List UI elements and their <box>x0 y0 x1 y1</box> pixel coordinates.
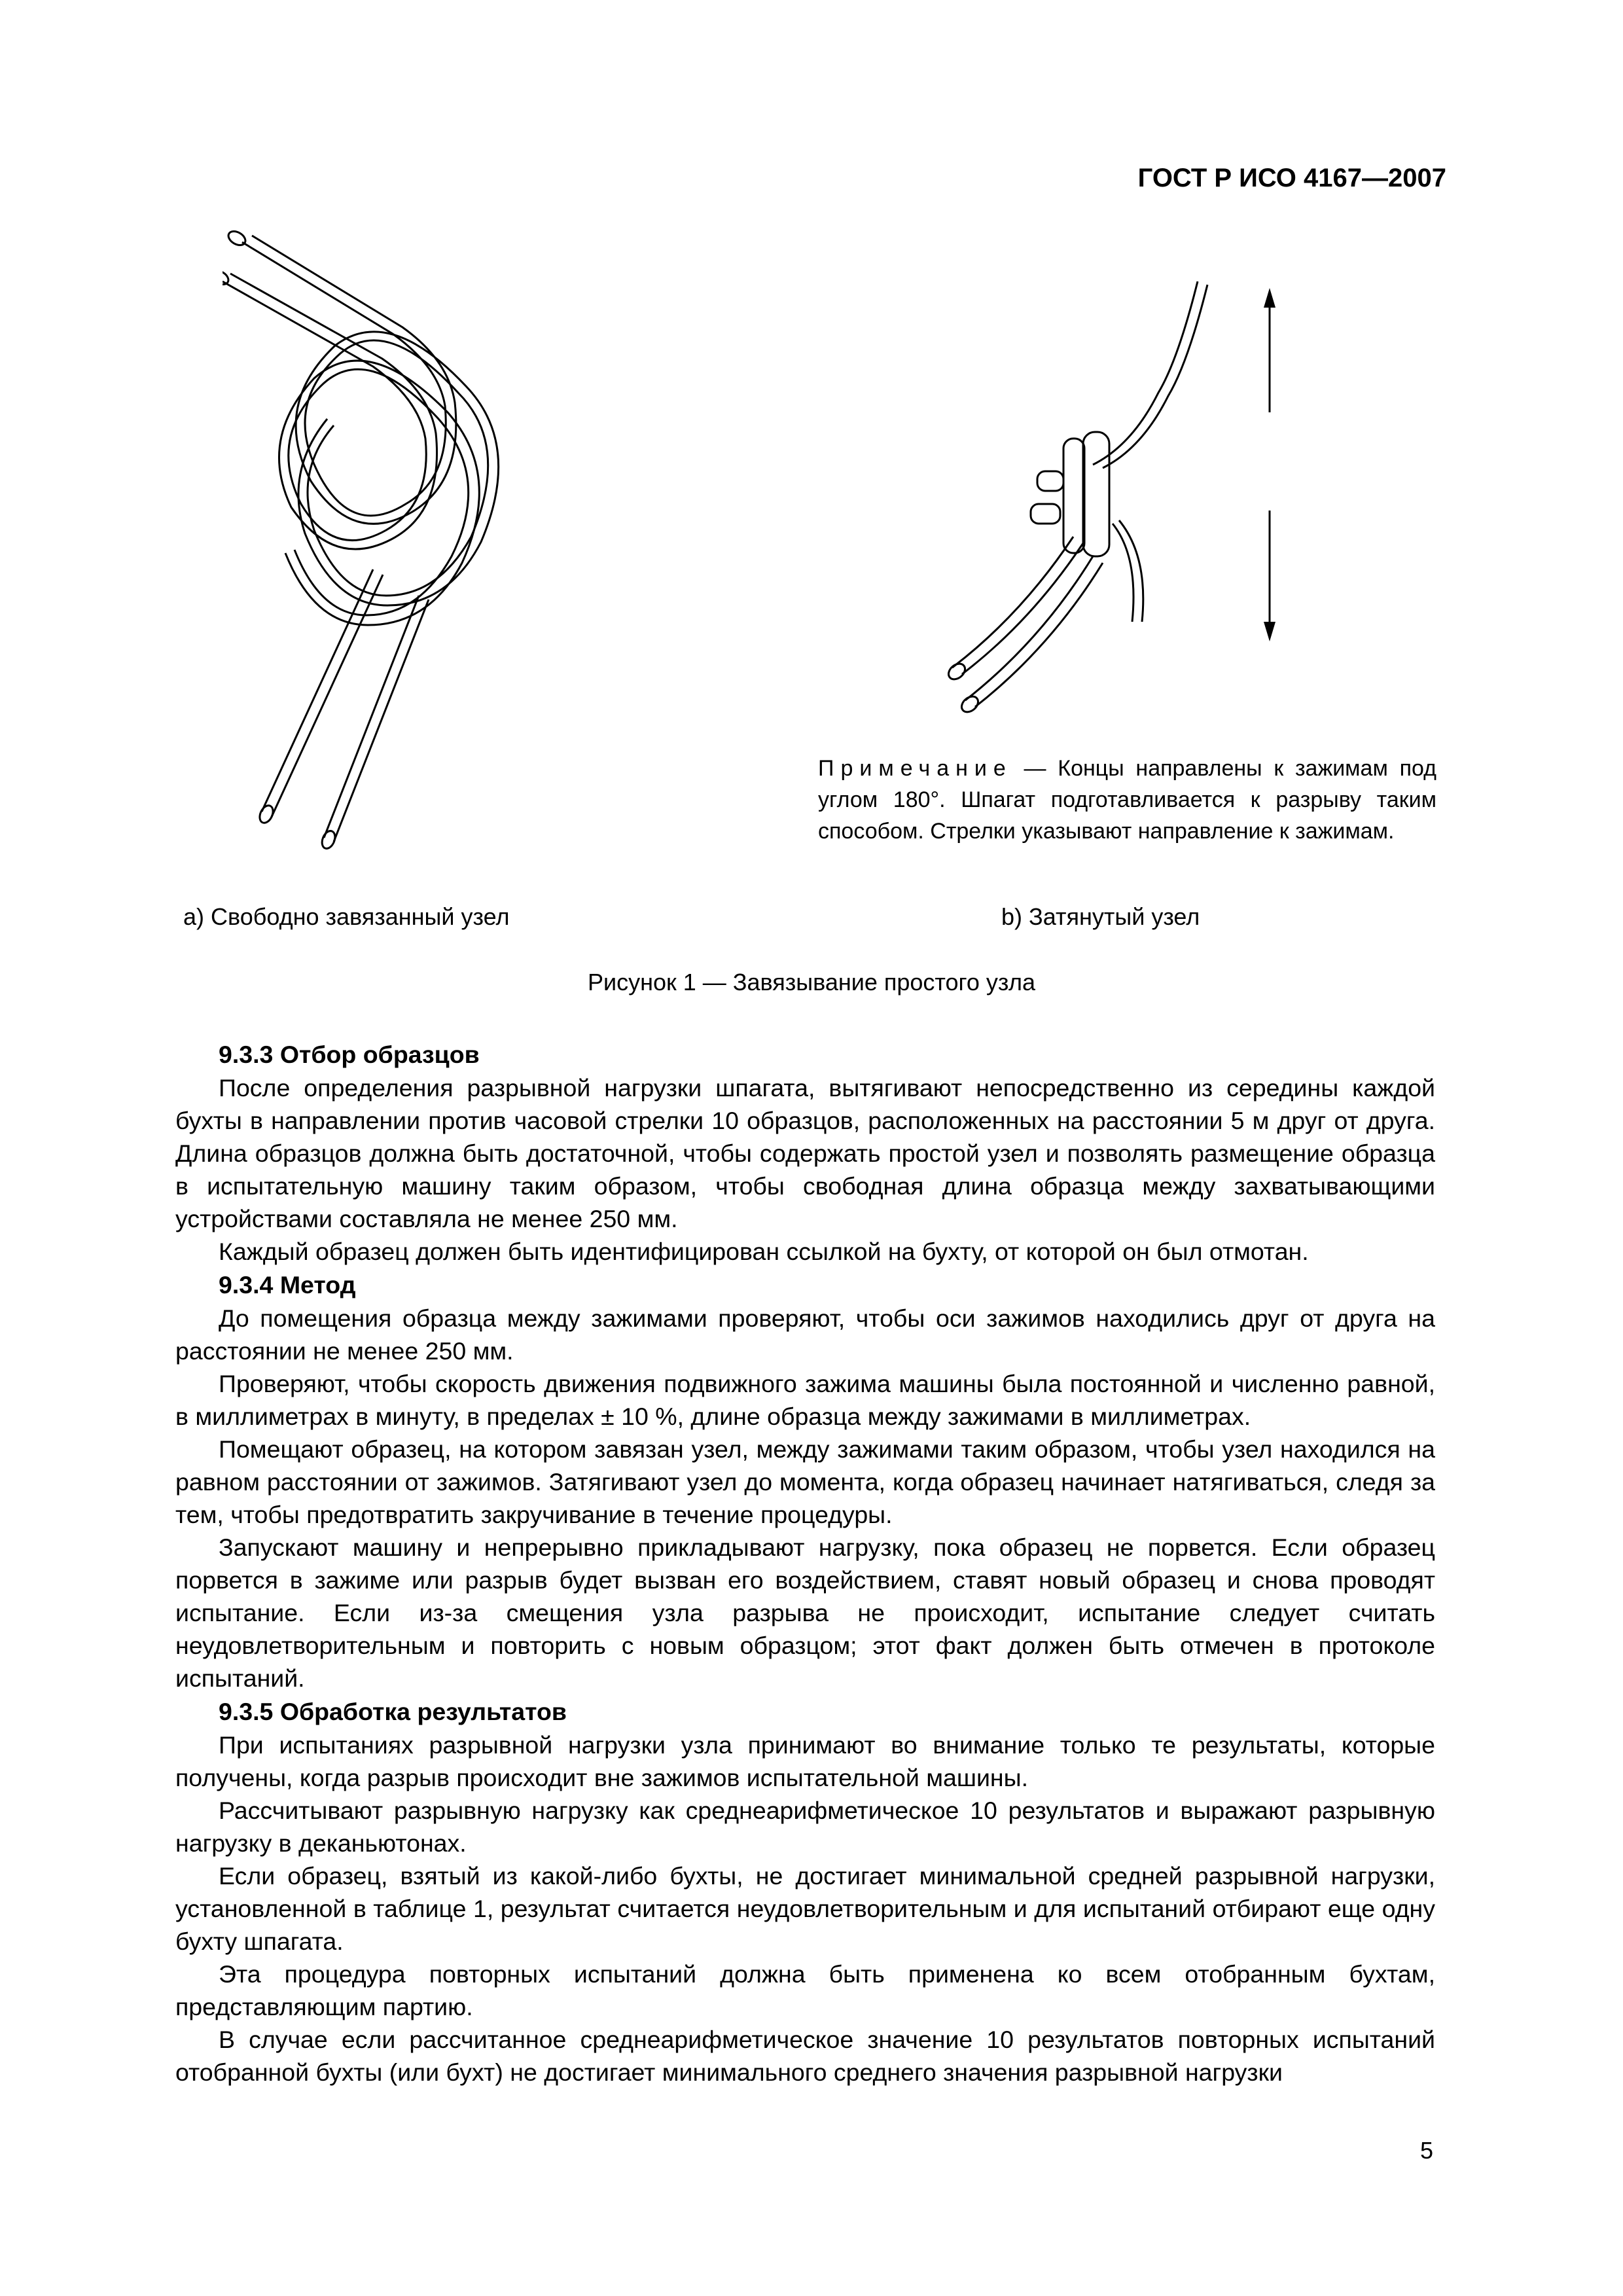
paragraph: При испытаниях разрывной нагрузки узла принимают во внимание только те результаты, которые получены, когда разрыв происходит вне зажимов испытательной машины. <box>175 1731 1435 1791</box>
figure-caption: Рисунок 1 — Завязывание простого узла <box>587 969 1036 996</box>
section-heading-9-3-5: 9.3.5 Обработка результатов <box>219 1698 567 1725</box>
paragraph: Каждый образец должен быть идентифицирован ссылкой на бухту, от которой он был отмотан. <box>219 1238 1309 1265</box>
paragraph: В случае если рассчитанное среднеарифметическое значение 10 результатов повторных испытаний отобранной бухты (или бухт) не достигает минимального среднего значения разрывной нагрузки <box>175 2026 1435 2086</box>
paragraph: После определения разрывной нагрузки шпагата, вытягивают непосредственно из середины каждой бухты в направлении против часовой стрелки 10 образцов, расположенных на расстоянии 5 м друг от друга. Длина образцов должна быть достаточной, чтобы содержать простой узел и позволять размещение образца в испытательную машину таким образом, чтобы свободная длина образца между захватывающими устройствами составляла не менее 250 мм. <box>175 1074 1435 1232</box>
paragraph: Запускают машину и непрерывно прикладывают нагрузку, пока образец не порвется. Если образец порвется в зажиме или разрыв будет вызван его воздействием, ставят новый образец и снова проводят испытание. Если из-за смещения узла разрыва не происходит, испытание следует считать неудовлетворительным и повторить с новым образцом; этот факт должен быть отмечен в протоколе испытаний. <box>175 1534 1435 1692</box>
figure-note <box>818 753 1436 847</box>
subcaption-b: b) Затянутый узел <box>1001 903 1200 930</box>
section-heading-9-3-3: 9.3.3 Отбор образцов <box>219 1041 480 1068</box>
paragraph: Если образец, взятый из какой-либо бухты, не достигает минимальной средней разрывной нагрузки, установленной в таблице 1, результат считается неудовлетворительным и для испытаний отбирают еще одну бухту шпагата. <box>175 1862 1435 1955</box>
arrow-up-icon <box>1264 288 1275 412</box>
paragraph: Проверяют, чтобы скорость движения подвижного зажима машины была постоянной и численно равной, в миллиметрах в минуту, в пределах ± 10 %, длине образца между зажимами в миллиметрах. <box>175 1370 1435 1430</box>
subcaption-a: a) Свободно завязанный узел <box>183 903 510 930</box>
tight-knot-figure <box>916 275 1335 720</box>
page-number: 5 <box>1419 2137 1433 2164</box>
document-body <box>175 1037 1435 2089</box>
section-heading-9-3-4: 9.3.4 Метод <box>219 1271 356 1299</box>
paragraph: Помещают образец, на котором завязан узел, между зажимами таким образом, чтобы узел находился на равном расстоянии от зажимов. Затягивают узел до момента, когда образец начинает натягиваться, следя за тем, чтобы предотвратить закручивание в течение процедуры. <box>175 1435 1435 1528</box>
paragraph: Эта процедура повторных испытаний должна быть применена ко всем отобранным бухтам, представляющим партию. <box>175 1960 1435 2020</box>
document-code: ГОСТ Р ИСО 4167—2007 <box>1137 164 1446 192</box>
note-label: Примечание <box>818 756 1012 781</box>
note-text: — Концы направлены к зажимам под углом 180°. Шпагат подготавливается к разрыву таким способом. Стрелки указывают направление к зажимам. <box>818 756 1436 844</box>
paragraph: Рассчитывают разрывную нагрузку как среднеарифметическое 10 результатов и выражают разрывную нагрузку в деканьютонах. <box>175 1797 1435 1857</box>
paragraph: До помещения образца между зажимами проверяют, чтобы оси зажимов находились друг от друга на расстоянии не менее 250 мм. <box>175 1304 1435 1365</box>
loose-knot-figure <box>223 229 589 857</box>
arrow-down-icon <box>1264 511 1275 641</box>
